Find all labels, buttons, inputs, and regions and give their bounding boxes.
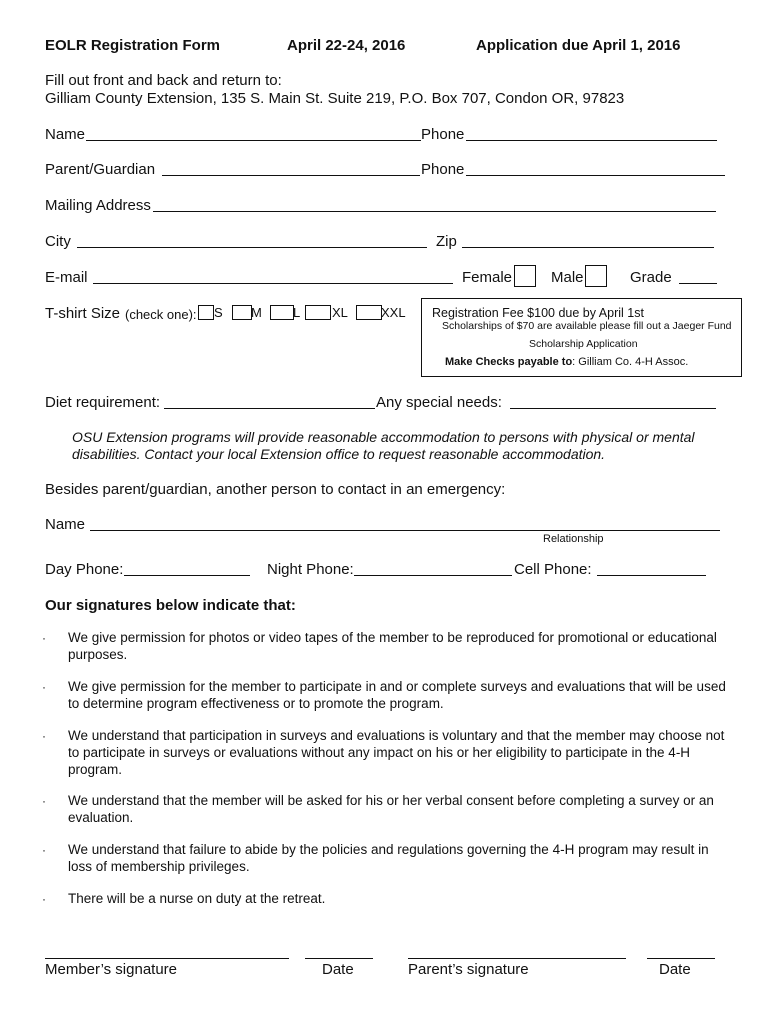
bullet-icon: · xyxy=(42,680,46,694)
diet-label: Diet requirement: xyxy=(45,394,161,411)
bullet-icon: · xyxy=(42,631,46,645)
list-item: We give permission for the member to participate in and or complete surveys and evaluations that will be used to determine program effectiveness or to promote the program. xyxy=(68,679,726,711)
bullet-icon: · xyxy=(42,843,46,857)
city-label: City xyxy=(45,233,71,250)
member-date-field[interactable] xyxy=(305,958,373,959)
size-l-checkbox[interactable] xyxy=(270,305,294,320)
scholarship-application: Scholarship Application xyxy=(529,338,638,350)
parent-signature-field[interactable] xyxy=(408,958,626,959)
list-item: We understand that failure to abide by the policies and regulations governing the 4-H program may result in loss of membership privileges. xyxy=(68,842,709,874)
zip-label: Zip xyxy=(436,233,457,250)
checks-payable-label: Make Checks payable to xyxy=(445,356,573,368)
female-checkbox[interactable] xyxy=(514,265,536,287)
form-title: EOLR Registration Form xyxy=(45,37,221,54)
size-m-checkbox[interactable] xyxy=(232,305,252,320)
cell-phone-label: Cell Phone: xyxy=(514,561,592,578)
emergency-name-label: Name xyxy=(45,516,86,533)
size-s-label: S xyxy=(214,305,223,320)
instructions-line1: Fill out front and back and return to: xyxy=(45,72,282,89)
parent-date-field[interactable] xyxy=(647,958,715,959)
bullet-icon: · xyxy=(42,729,46,743)
special-needs-field[interactable] xyxy=(510,408,716,409)
size-s-checkbox[interactable] xyxy=(198,305,214,320)
member-date-label: Date xyxy=(322,961,354,978)
female-label: Female xyxy=(462,269,513,286)
name-label: Name xyxy=(45,126,86,143)
cell-phone-field[interactable] xyxy=(597,575,706,576)
size-xl-label: XL xyxy=(332,305,348,320)
mailing-label: Mailing Address xyxy=(45,197,151,214)
size-xxl-label: XXL xyxy=(381,305,406,320)
list-item: We give permission for photos or video tapes of the member to be reproduced for promotional or educational purposes. xyxy=(68,630,717,662)
bullet-icon: · xyxy=(42,892,46,906)
size-m-label: M xyxy=(251,305,262,320)
grade-field[interactable] xyxy=(679,283,717,284)
fee-line: Registration Fee $100 due by April 1st xyxy=(432,306,644,320)
return-address: Gilliam County Extension, 135 S. Main St. Suite 219, P.O. Box 707, Condon OR, 97823 xyxy=(45,90,625,107)
email-label: E-mail xyxy=(45,269,88,286)
city-field[interactable] xyxy=(77,247,427,248)
event-dates: April 22-24, 2016 xyxy=(287,37,406,54)
emergency-heading: Besides parent/guardian, another person to contact in an emergency: xyxy=(45,481,506,498)
day-phone-label: Day Phone: xyxy=(45,561,124,578)
male-label: Male xyxy=(551,269,584,286)
parent-label: Parent/Guardian xyxy=(45,161,156,178)
day-phone-field[interactable] xyxy=(124,575,250,576)
size-l-label: L xyxy=(293,305,301,320)
parent-date-label: Date xyxy=(659,961,691,978)
mailing-field[interactable] xyxy=(153,211,716,212)
member-signature-label: Member’s signature xyxy=(45,961,178,978)
relationship-label: Relationship xyxy=(543,533,604,545)
tshirt-label: T-shirt Size xyxy=(45,305,121,322)
phone-label: Phone xyxy=(421,126,465,143)
size-xxl-checkbox[interactable] xyxy=(356,305,382,320)
accommodation-notice-line1: OSU Extension programs will provide reasonable accommodation to persons with physical or mental xyxy=(72,429,695,445)
signatures-heading: Our signatures below indicate that: xyxy=(45,597,296,614)
list-item: We understand that the member will be asked for his or her verbal consent before completing a survey or an evaluation. xyxy=(68,793,714,825)
zip-field[interactable] xyxy=(462,247,714,248)
member-signature-field[interactable] xyxy=(45,958,289,959)
email-field[interactable] xyxy=(93,283,453,284)
parent-phone-field[interactable] xyxy=(466,175,725,176)
night-phone-field[interactable] xyxy=(354,575,512,576)
application-due: Application due April 1, 2016 xyxy=(476,37,681,54)
name-field[interactable] xyxy=(86,140,421,141)
phone-field[interactable] xyxy=(466,140,717,141)
male-checkbox[interactable] xyxy=(585,265,607,287)
checks-payable-value: : Gilliam Co. 4-H Assoc. xyxy=(572,356,689,368)
parent-phone-label: Phone xyxy=(421,161,465,178)
scholarship-line: Scholarships of $70 are available please fill out a Jaeger Fund xyxy=(442,320,732,332)
grade-label: Grade xyxy=(630,269,672,286)
special-needs-label: Any special needs: xyxy=(376,394,502,411)
size-xl-checkbox[interactable] xyxy=(305,305,331,320)
night-phone-label: Night Phone: xyxy=(267,561,354,578)
emergency-name-field[interactable] xyxy=(90,530,720,531)
check-one-label: (check one): xyxy=(125,307,197,322)
bullet-icon: · xyxy=(42,794,46,808)
diet-field[interactable] xyxy=(164,408,375,409)
accommodation-notice-line2: disabilities. Contact your local Extension office to request reasonable accommodation. xyxy=(72,446,606,462)
list-item: There will be a nurse on duty at the retreat. xyxy=(68,891,326,906)
parent-field[interactable] xyxy=(162,175,420,176)
parent-signature-label: Parent’s signature xyxy=(408,961,529,978)
list-item: We understand that participation in surveys and evaluations is voluntary and that the member may choose not to participate in surveys or evaluations without any impact on his or her eligibility to participate in the 4-H program. xyxy=(68,728,725,777)
